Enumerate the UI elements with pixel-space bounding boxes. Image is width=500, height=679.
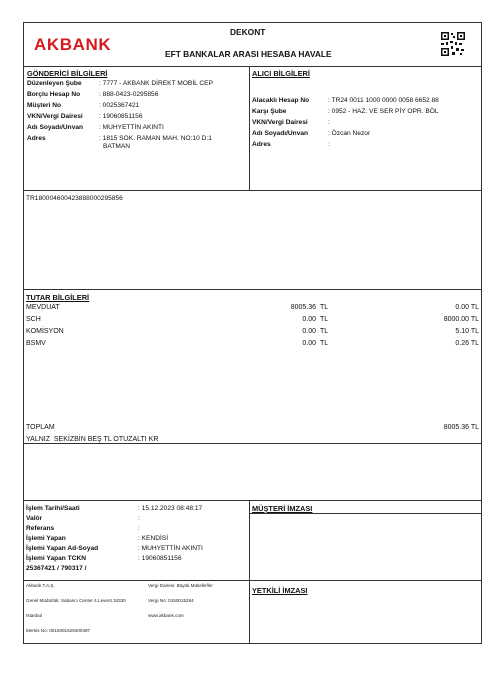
receiver-label-branch: Karşı Şube [252,108,287,115]
sender-label-customer-no: Müşteri No [27,102,62,109]
sender-value-name: : MUHYETTİN AKINTI [99,124,164,131]
receiver-label-tax: VKN/Vergi Dairesi [252,119,308,126]
amount-row-mid: 0.00 [302,328,316,335]
receipt-document [23,22,482,644]
amount-row-label: BSMV [26,340,46,347]
amount-row-mid-currency: TL [320,316,329,323]
amounts-heading: TUTAR BİLGİLERİ [26,293,90,302]
sender-label-name: Adı Soyadı/Unvan [27,124,84,131]
receiver-heading: ALICI BİLGİLERİ [252,69,310,78]
sender-label-branch: Düzenleyen Şube [27,80,82,87]
amount-row-label: MEVDUAT [26,304,60,311]
amount-row-right: 0.00 TL [455,304,479,311]
sender-value-address: : 1815 SOK. RAMAN MAH. NO:10 D:1 [99,135,212,142]
authorized-signature-label: YETKİLİ İMZASI [252,586,308,595]
amount-row-label: KOMİSYON [26,328,64,335]
transaction-value-performer: : KENDİSİ [138,535,169,542]
sender-label-account: Borçlu Hesap No [27,91,81,98]
footer-headquarters: Genel Müdürlük: Sabancı Center 4.Levent 34330 [26,598,126,603]
receiver-label-name: Adı Soyadı/Unvan [252,130,309,137]
sender-label-tax: VKN/Vergi Dairesi [27,113,83,120]
amount-row-label: SCH [26,316,41,323]
sender-value-branch: : 7777 - AKBANK DİREKT MOBİL CEP [99,80,213,87]
amount-row-right: 8000.00 TL [443,316,479,323]
sender-value-account: : 888-0423-0295856 [99,91,159,98]
transaction-code: 25367421 / 790317 / [26,565,87,572]
sender-value-customer-no: : 0025367421 [99,102,140,109]
footer-mersis: Mersis No: 0015001526400497 [26,628,91,633]
footer-tax-office: Vergi Dairesi: Büyük Mükellefler [148,583,213,588]
sender-value-address-line2: BATMAN [103,143,130,150]
transaction-label-reference: Referans [26,525,55,532]
transaction-label-tckn: İşlemi Yapan TCKN [26,555,86,562]
document-title: EFT BANKALAR ARASI HESABA HAVALE [165,49,332,59]
receiver-label-address: Adres [252,141,271,148]
receiver-value-account: : TR24 0011 1000 0000 0058 6652 88 [328,97,439,104]
footer-website: www.akbank.com [148,613,184,618]
footer-city: İstanbul [26,613,43,618]
customer-signature-label: MÜŞTERİ İMZASI [252,504,313,513]
transaction-value-date: : 15.12.2023 08:48:17 [138,505,203,512]
transaction-value-reference: : [138,525,140,532]
amount-row-right: 5.10 TL [455,328,479,335]
footer-tax-no: Vergi No: 0150015264 [148,598,194,603]
qr-code-icon [440,31,466,57]
total-label: TOPLAM [26,424,55,431]
receiver-value-name: : Özcan Nezor [328,130,371,137]
total-in-words: YALNIZ SEKİZBİN BEŞ TL OTUZALTI KR [26,436,159,443]
transaction-label-date: İşlem Tarihi/Saati [26,505,80,512]
transaction-label-valor: Valör [26,515,43,522]
receiver-value-branch: : 0952 - HAZ. VE SER PİY OPR. BÖL [328,108,439,115]
transaction-value-valor: : [138,515,140,522]
transaction-value-performer-name: : MUHYETTİN AKINTI [138,545,203,552]
receiver-value-tax: : [328,119,330,126]
transaction-label-performer-name: İşlemi Yapan Ad-Soyad [26,545,99,552]
footer-company: Akbank T.A.Ş. [26,583,55,588]
sender-value-tax: : 19060851156 [99,113,143,120]
akbank-logo: AKBANK [34,35,112,54]
amount-row-mid-currency: TL [320,328,329,335]
total-value: 8005.36 TL [443,424,479,431]
amount-row-right: 0.26 TL [455,340,479,347]
receiver-label-account: Alacaklı Hesap No [252,97,310,104]
amount-row-mid: 0.00 [302,316,316,323]
receiver-value-address: : [328,141,330,148]
transaction-value-tckn: : 19060851156 [138,555,182,562]
sender-heading: GÖNDERİCİ BİLGİLERİ [27,69,108,78]
amount-row-mid: 8005.36 [290,304,316,311]
transfer-description: TR180004600423888000295856 [26,195,123,202]
amount-row-mid-currency: TL [320,304,329,311]
amount-row-mid-currency: TL [320,340,329,347]
sender-label-address: Adres [27,135,46,142]
transaction-label-performer: İşlemi Yapan [26,535,66,542]
amount-row-mid: 0.00 [302,340,316,347]
document-type: DEKONT [230,27,266,37]
